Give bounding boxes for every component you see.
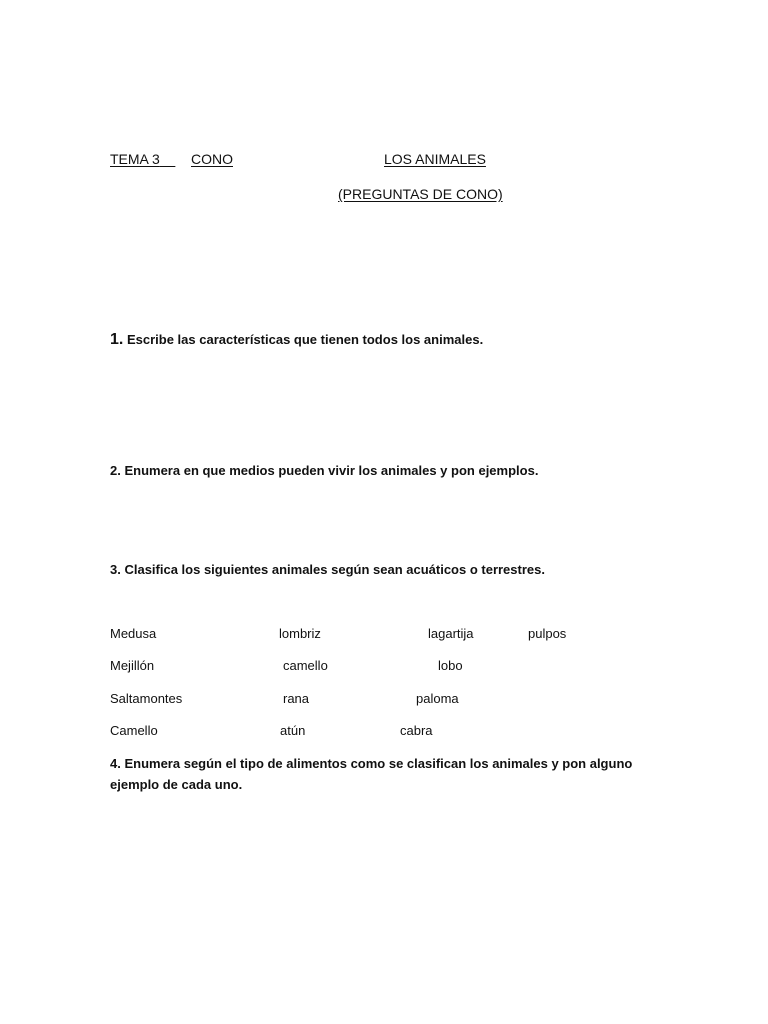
- question-1-text: Escribe las características que tienen todos los animales.: [126, 332, 484, 347]
- question-3: [110, 562, 545, 577]
- question-1-number: 1.: [110, 331, 124, 348]
- animal-word: rana: [283, 691, 310, 706]
- animal-word: pulpos: [528, 626, 567, 641]
- question-3-number: 3.: [110, 562, 121, 577]
- tema-label: TEMA 3: [110, 151, 160, 167]
- animal-word: atún: [280, 723, 306, 738]
- question-2: [110, 463, 538, 478]
- question-4-text-line1: Enumera según el tipo de alimentos como se clasifican los animales y pon alguno: [124, 756, 633, 771]
- question-2-number: 2.: [110, 463, 121, 478]
- animal-word: lobo: [438, 658, 463, 673]
- animal-word: lagartija: [428, 626, 474, 641]
- page-subtitle: (PREGUNTAS DE CONO): [338, 186, 503, 202]
- question-2-text: Enumera en que medios pueden vivir los animales y pon ejemplos.: [124, 463, 539, 478]
- question-4-number: 4.: [110, 756, 121, 771]
- animal-word: Mejillón: [110, 658, 155, 673]
- question-4: [110, 756, 632, 771]
- animal-word: paloma: [416, 691, 459, 706]
- page-title: LOS ANIMALES: [384, 151, 486, 167]
- animal-word: Medusa: [110, 626, 157, 641]
- question-1: [110, 331, 483, 349]
- question-3-text: Clasifica los siguientes animales según sean acuáticos o terrestres.: [124, 562, 545, 577]
- animal-word: cabra: [400, 723, 433, 738]
- animal-word: camello: [283, 658, 328, 673]
- animal-word: lombriz: [279, 626, 321, 641]
- animal-word: Camello: [110, 723, 158, 738]
- question-4-text-line2: ejemplo de cada uno.: [110, 777, 243, 792]
- subject-label: CONO: [191, 151, 233, 167]
- animal-word: Saltamontes: [110, 691, 183, 706]
